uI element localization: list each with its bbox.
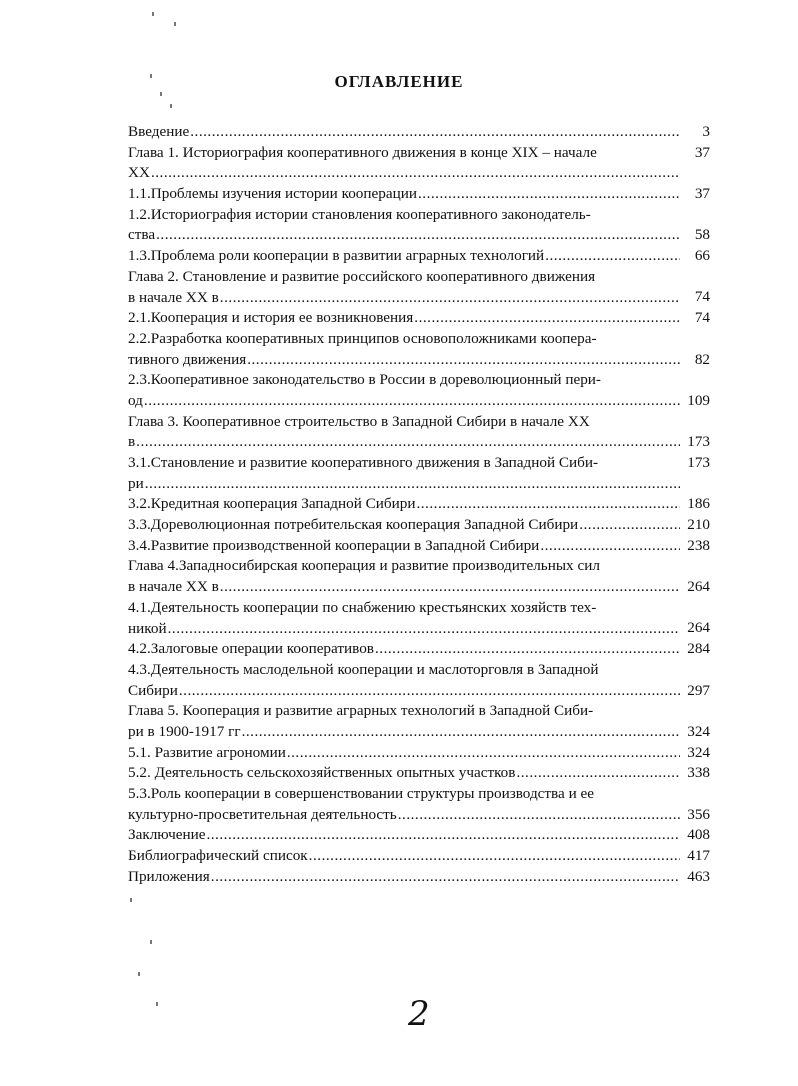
dot-leader	[242, 722, 680, 743]
toc-entry-text: 2.3.Кооперативное законодательство в России в дореволюционный пери-	[128, 371, 601, 389]
toc-page-number: 74	[694, 309, 710, 327]
scan-speck	[156, 1002, 158, 1006]
scan-speck	[130, 898, 132, 902]
scan-speck	[174, 22, 176, 26]
toc-entry-text: 3.3.Дореволюционная потребительская кооперация Западной Сибири	[128, 516, 579, 534]
toc-page-number: 463	[687, 867, 710, 885]
toc-entry-text: XX	[128, 164, 150, 182]
toc-entry-text: в начале XX в	[128, 288, 219, 306]
toc-page-number: 37	[694, 143, 710, 161]
toc-entry	[128, 867, 710, 888]
toc-entry-text: в начале XX в	[128, 578, 219, 596]
dot-leader	[418, 184, 680, 205]
dot-leader	[220, 288, 680, 309]
toc-entry	[128, 701, 710, 742]
dot-leader	[206, 825, 680, 846]
dot-leader	[287, 743, 680, 764]
toc-entry	[128, 246, 710, 267]
toc-entry	[128, 370, 710, 411]
dot-leader	[398, 805, 680, 826]
scan-speck	[150, 74, 152, 78]
scan-speck	[150, 940, 152, 944]
toc-page-number: 173	[687, 454, 710, 471]
toc-entry-text: Библиографический список	[128, 847, 308, 865]
toc-entry-text: в	[128, 433, 136, 451]
toc-entry	[128, 536, 710, 557]
toc-page-number: 109	[687, 391, 710, 409]
toc-entry	[128, 515, 710, 536]
toc-heading: ОГЛАВЛЕНИЕ	[334, 72, 464, 91]
toc-page-number: 338	[687, 764, 710, 782]
toc-page-number: 3	[702, 122, 710, 140]
toc-entry-text: 3.2.Кредитная кооперация Западной Сибири	[128, 495, 416, 513]
scan-speck	[152, 12, 154, 16]
toc-entry-text: ри	[128, 474, 144, 492]
toc-page-number: 284	[687, 640, 710, 658]
toc-page-number: 264	[687, 619, 710, 637]
toc-entry-text: 4.1.Деятельность кооперации по снабжению крестьянских хозяйств тех-	[128, 598, 597, 616]
toc-entry-text: культурно-просветительная деятельность	[128, 805, 397, 823]
toc-entry-text: 2.1.Кооперация и история ее возникновения	[128, 309, 414, 327]
toc-page-number: 58	[694, 226, 710, 244]
toc-entry	[128, 205, 710, 246]
toc-entry-text: 5.3.Роль кооперации в совершенствовании структуры производства и ее	[128, 785, 594, 802]
toc-entry-text: 2.2.Разработка кооперативных принципов основоположниками коопера-	[128, 329, 597, 347]
toc-entry	[128, 267, 710, 308]
dot-leader	[136, 432, 680, 453]
toc-entry-text: Глава 3. Кооперативное строительство в Западной Сибири в начале XX	[128, 412, 590, 430]
toc-entry	[128, 329, 710, 370]
toc-entry	[128, 846, 710, 867]
toc-entry	[128, 639, 710, 660]
dot-leader	[414, 308, 680, 329]
toc-page-number: 173	[687, 433, 710, 451]
dot-leader	[220, 577, 680, 598]
toc-entry-text: 3.4.Развитие производственной кооперации в Западной Сибири	[128, 536, 540, 554]
toc-entry-text: 4.3.Деятельность маслодельной кооперации и маслоторговля в Западной	[128, 660, 599, 678]
toc-entry	[128, 743, 710, 764]
toc-page-number: 264	[687, 578, 710, 596]
toc-entry	[128, 494, 710, 515]
handwritten-page-number: 2	[408, 994, 430, 1034]
toc-entry-text: Глава 5. Кооперация и развитие аграрных технологий в Западной Сиби-	[128, 702, 594, 720]
toc-page-number: 417	[687, 847, 710, 865]
scan-speck	[170, 104, 172, 108]
toc-entry-text: ри в 1900-1917 гг	[128, 722, 241, 740]
dot-leader	[247, 350, 680, 371]
dot-leader	[375, 639, 680, 660]
toc-entry-text: 1.3.Проблема роли кооперации в развитии аграрных технологий	[128, 247, 545, 265]
toc-page-number: 408	[687, 826, 710, 844]
toc-entry-text: Глава 4.Западносибирская кооперация и развитие производительных сил	[128, 557, 600, 575]
dot-leader	[190, 122, 680, 143]
toc-entry	[128, 763, 710, 784]
toc-page-number: 297	[687, 681, 710, 699]
toc-entry	[128, 660, 710, 701]
toc-entry-text: 1.1.Проблемы изучения истории кооперации	[128, 185, 417, 203]
toc-entry	[128, 412, 710, 453]
toc-entry	[128, 184, 710, 205]
toc-page-number: 324	[687, 743, 710, 761]
toc-entry-text: Приложения	[128, 867, 210, 885]
toc-entry-text: 1.2.Историография истории становления кооперативного законодатель-	[128, 205, 591, 223]
toc-page-number: 82	[694, 350, 710, 368]
toc-entry-text: 3.1.Становление и развитие кооперативного движения в Западной Сиби-	[128, 454, 599, 471]
dot-leader	[144, 391, 680, 412]
toc-entry-text: од	[128, 391, 143, 409]
toc-entry-text: 5.2. Деятельность сельскохозяйственных опытных участков	[128, 764, 516, 782]
toc-page-number: 66	[694, 247, 710, 265]
dot-leader	[579, 515, 680, 536]
dot-leader	[156, 225, 680, 246]
dot-leader	[416, 494, 680, 515]
toc-entry-text: Глава 1. Историография кооперативного движения в конце XIX – начале	[128, 143, 597, 161]
toc-entry	[128, 556, 710, 597]
toc-entry-text: Глава 2. Становление и развитие российского кооперативного движения	[128, 267, 596, 285]
dot-leader	[211, 867, 680, 888]
dot-leader	[545, 246, 680, 267]
dot-leader	[179, 681, 680, 702]
dot-leader	[516, 763, 680, 784]
toc-entry	[128, 453, 710, 494]
toc-entry-text: 5.1. Развитие агрономии	[128, 743, 286, 761]
toc-entry-text: Сибири	[128, 681, 178, 699]
toc-entry-text: тивного движения	[128, 350, 247, 368]
toc-entry	[128, 308, 710, 329]
toc-entry-text: Введение	[128, 123, 190, 140]
toc-entry-text: 4.2.Залоговые операции кооперативов	[128, 640, 374, 658]
dot-leader	[168, 619, 680, 640]
toc-page-number: 186	[687, 495, 710, 513]
dot-leader	[151, 163, 680, 184]
toc-entry	[128, 784, 710, 825]
toc-page-number: 74	[694, 288, 710, 306]
toc-entry	[128, 825, 710, 846]
toc-entry-text: ства	[128, 226, 156, 244]
toc-page-number: 356	[687, 805, 710, 823]
toc-entry	[128, 143, 710, 184]
scan-speck	[138, 972, 140, 976]
toc-entry	[128, 122, 710, 143]
toc-page-number: 210	[687, 516, 710, 534]
dot-leader	[309, 846, 680, 867]
toc-page-number: 238	[687, 536, 710, 554]
dot-leader	[540, 536, 680, 557]
toc-page-number: 37	[694, 185, 710, 203]
toc-entry-text: Заключение	[128, 826, 206, 844]
toc-entry-text: никой	[128, 619, 167, 637]
table-of-contents	[128, 122, 710, 887]
scan-speck	[160, 92, 162, 96]
toc-page-number: 324	[687, 722, 710, 740]
dot-leader	[145, 474, 680, 495]
toc-entry	[128, 598, 710, 639]
